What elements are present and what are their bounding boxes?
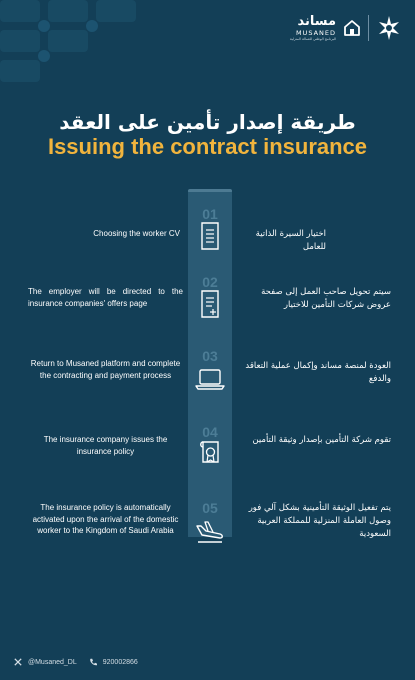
step-text-en: The employer will be directed to the insurance companies' offers page	[28, 287, 183, 308]
x-logo-icon	[14, 658, 22, 666]
step-text-en: Return to Musaned platform and complete the contracting and payment process	[30, 359, 181, 380]
brand-name-en: MUSANED	[295, 28, 336, 37]
title-english: Issuing the contract insurance	[47, 134, 368, 159]
laptop-icon	[194, 362, 226, 394]
phone-number[interactable]: 920002866	[102, 658, 138, 666]
brand-subtitle: البرنامج الوطني للعمالة المنزلية	[289, 37, 336, 41]
footer	[14, 658, 138, 666]
step-text-en: Choosing the worker CV	[93, 229, 180, 238]
step-text-ar: اختيار السيرة الذاتية للعامل	[255, 229, 326, 253]
step-number: 01	[202, 206, 218, 222]
brand-text	[290, 15, 336, 42]
brand-divider	[368, 15, 369, 41]
step-number: 04	[202, 424, 218, 440]
step-text-ar: تقوم شركة التأمين بإصدار وثيقة التأمين	[252, 435, 391, 445]
step-text-ar: يتم تفعيل الوثيقة التأمينية بشكل آلي فور وصول العاملة المنزلية للمملكة العربية السعودية	[248, 503, 391, 540]
step-number: 05	[202, 500, 218, 516]
step-text-ar: سيتم تحويل صاحب العمل إلى صفحة عروض شركات التأمين للاختيار	[261, 287, 391, 311]
policy-scroll-icon	[194, 438, 226, 470]
step-number: 02	[202, 274, 218, 290]
decorative-pattern	[0, 0, 140, 95]
house-icon	[342, 18, 362, 38]
step-text-en: The insurance policy is automatically activated upon the arrival of the domestic worker to the Kingdom of Saudi Arabia	[32, 503, 179, 536]
document-icon	[194, 220, 226, 252]
title-arabic: طريقة إصدار تأمين على العقد	[59, 110, 356, 134]
brand-name-ar: مساند	[297, 13, 336, 29]
phone-icon	[89, 658, 97, 666]
social-handle[interactable]: @Musaned_DL	[28, 658, 77, 666]
step-number: 03	[202, 348, 218, 364]
step-text-en: The insurance company issues the insurance policy	[43, 435, 168, 456]
step-text-ar: العودة لمنصة مساند وإكمال عملية التعاقد والدفع	[245, 361, 391, 385]
brand-logo	[290, 14, 403, 42]
emblem-icon	[375, 14, 403, 42]
plane-landing-icon	[194, 514, 226, 546]
document-plus-icon	[194, 288, 226, 320]
